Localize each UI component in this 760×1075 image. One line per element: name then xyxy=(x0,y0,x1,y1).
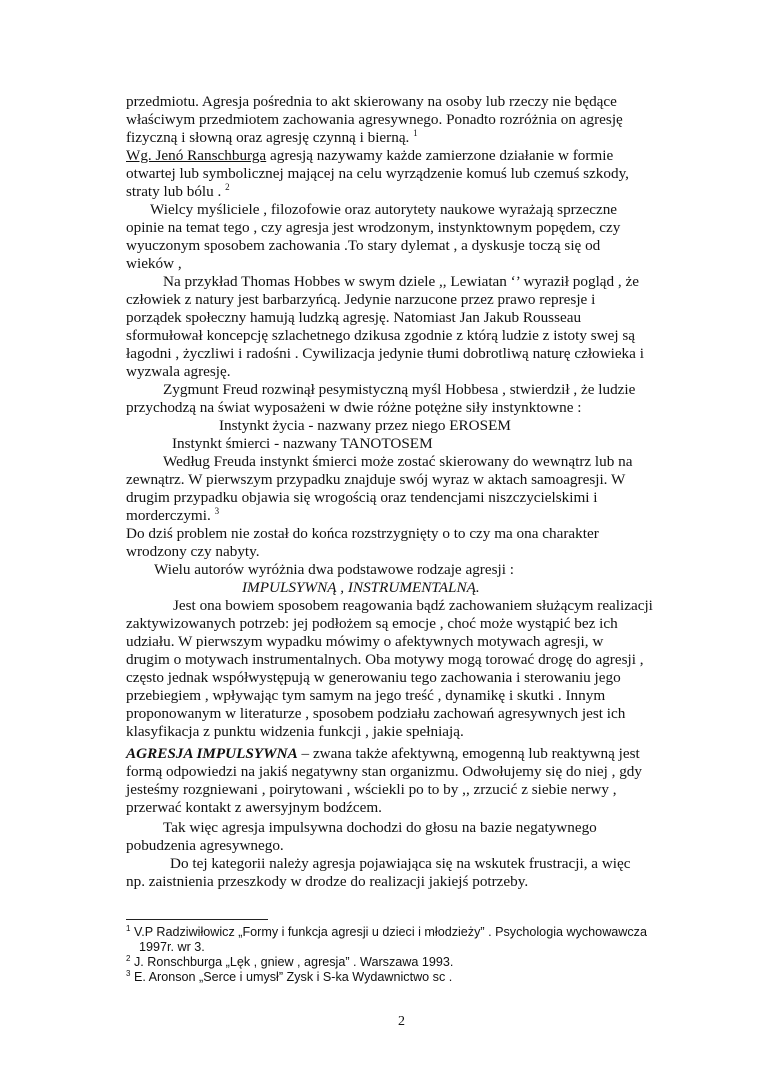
body-line: sformułował koncepcję szlachetnego dzikusa zgodnie z którą ludzie z istoty swej są xyxy=(126,327,636,344)
body-line: jesteśmy rozgniewani , poirytowani , wściekli po to by ,, zrzucić z siebie nerwy , xyxy=(126,781,617,798)
body-line: wieków , xyxy=(126,255,182,272)
body-line: drugim o motywach instrumentalnych. Oba motywy mogą torować drogę do agresji , xyxy=(126,651,644,668)
body-text: straty lub bólu . xyxy=(126,183,222,200)
body-line: wrodzony czy nabyty. xyxy=(126,543,260,560)
body-line: Na przykład Thomas Hobbes w swym dziele ,, Lewiatan ‘’ wyraził pogląd , że xyxy=(163,273,640,290)
body-line: przedmiotu. Agresja pośrednia to akt skierowany na osoby lub rzeczy nie będące xyxy=(126,93,617,110)
body-line: pobudzenia agresywnego. xyxy=(126,837,284,854)
body-line: Wielcy myśliciele , filozofowie oraz autorytety naukowe wyrażają sprzeczne xyxy=(150,201,618,218)
footnote-text: E. Aronson „Serce i umysł” Zysk i S-ka Wydawnictwo sc . xyxy=(133,970,453,984)
body-line: Według Freuda instynkt śmierci może zostać skierowany do wewnątrz lub na xyxy=(163,453,633,470)
body-line: Jest ona bowiem sposobem reagowania bądź zachowaniem służącym realizacji xyxy=(173,597,653,614)
footnote-ref-3: 3 xyxy=(214,506,220,516)
body-line: Zygmunt Freud rozwinął pesymistyczną myśl Hobbesa , stwierdził , że ludzie xyxy=(163,381,636,398)
body-line: człowiek z natury jest barbarzyńcą. Jedynie narzucone przez prawo represje i xyxy=(126,291,596,308)
body-line: zewnątrz. W pierwszym przypadku znajduje swój wyraz w aktach samoagresji. W xyxy=(126,471,626,488)
body-line: porządek społeczny hamują ludzką agresję. Natomiast Jan Jakub Rousseau xyxy=(126,309,582,326)
section-term-bold-italic: AGRESJA IMPULSYWNA xyxy=(126,745,298,762)
body-line: proponowanym w literaturze , sposobem podziału zachowań agresywnych jest ich xyxy=(126,705,626,722)
body-line: Do tej kategorii należy agresja pojawiająca się na wskutek frustracji, a więc xyxy=(170,855,631,872)
body-line xyxy=(126,507,219,526)
agresja-types-italic: IMPULSYWNĄ , INSTRUMENTALNĄ. xyxy=(242,579,480,596)
footnote-text: V.P Radziwiłowicz „Formy i funkcja agresji u dzieci i młodzieży” . Psychologia wychowawcza xyxy=(133,925,647,939)
footnote xyxy=(126,970,452,986)
body-line: np. zaistnienia przeszkody w drodze do realizacji jakiejś potrzeby. xyxy=(126,873,529,890)
body-line: wyzwala agresję. xyxy=(126,363,231,380)
author-name-underlined: Wg. Jenó Ranschburga xyxy=(126,147,267,164)
footnote-mark: 2 xyxy=(126,954,131,963)
body-text: morderczymi. xyxy=(126,507,211,524)
body-line: przerwać kontakt z awersyjnym bodźcem. xyxy=(126,799,382,816)
body-line: zaktywizowanych potrzeb: jej podłożem są emocje , choć może wystąpić bez ich xyxy=(126,615,618,632)
body-text: fizyczną i słowną oraz agresję czynną i bierną. xyxy=(126,129,410,146)
footnote-text: J. Ronschburga „Lęk , gniew , agresja” . Warszawa 1993. xyxy=(133,955,454,969)
body-line: drugim przypadku objawia się wrogością oraz tendencjami niszczycielskimi i xyxy=(126,489,598,506)
body-line: otwartej lub symbolicznej mającej na celu wyrządzenie komuś lub czemuś szkody, xyxy=(126,165,629,182)
body-line xyxy=(126,147,613,165)
body-line: wyuczonym sposobem zachowania .To stary dylemat , a dyskusje toczą się od xyxy=(126,237,601,254)
footnote-ref-1: 1 xyxy=(413,128,418,138)
footnote-separator xyxy=(126,919,268,920)
page-number: 2 xyxy=(398,1014,405,1029)
body-line: łagodni , życzliwi i radośni . Cywilizacja jedynie tłumi dobrotliwą naturę człowieka i xyxy=(126,345,644,362)
body-line: Tak więc agresja impulsywna dochodzi do głosu na bazie negatywnego xyxy=(163,819,597,836)
body-line: formą odpowiedzi na jakiś negatywny stan organizmu. Odwołujemy się do niej , gdy xyxy=(126,763,642,780)
body-line: Do dziś problem nie został do końca rozstrzygnięty o to czy ma ona charakter xyxy=(126,525,599,542)
body-line: Instynkt śmierci - nazwany TANOTOSEM xyxy=(172,435,433,452)
body-text: – zwana także afektywną, emogenną lub reaktywną jest xyxy=(297,745,640,762)
body-line: klasyfikacja z punktu widzenia funkcji , jakie spełniają. xyxy=(126,723,464,740)
footnote: 1997r. wr 3. xyxy=(139,940,205,954)
body-line: opinie na temat tego , czy agresja jest wrodzonym, instynktownym popędem, czy xyxy=(126,219,621,236)
footnote-ref-2: 2 xyxy=(225,182,230,192)
body-line xyxy=(126,183,230,202)
body-text: agresją nazywamy każde zamierzone działanie w formie xyxy=(266,147,614,164)
footnote xyxy=(126,925,647,941)
body-line xyxy=(126,745,640,763)
body-line: udziału. W pierwszym wypadku mówimy o afektywnych motywach agresji, w xyxy=(126,633,604,650)
body-line: przychodzą na świat wyposażeni w dwie różne potężne siły instynktowne : xyxy=(126,399,582,416)
body-line: Wielu autorów wyróżnia dwa podstawowe rodzaje agresji : xyxy=(154,561,514,578)
body-line: Instynkt życia - nazwany przez niego EROSEM xyxy=(219,417,511,434)
footnote-mark: 1 xyxy=(126,924,131,933)
footnote xyxy=(126,955,453,971)
body-line: przebiegiem , wpływając tym samym na jego treść , dynamikę i skutki . Innym xyxy=(126,687,606,704)
body-line: właściwym przedmiotem zachowania agresywnego. Ponadto rozróżnia on agresję xyxy=(126,111,623,128)
body-line: często jednak współwystępują w generowaniu tego zachowania i sterowaniu jego xyxy=(126,669,621,686)
footnote-mark: 3 xyxy=(126,969,131,978)
body-line xyxy=(126,129,418,148)
